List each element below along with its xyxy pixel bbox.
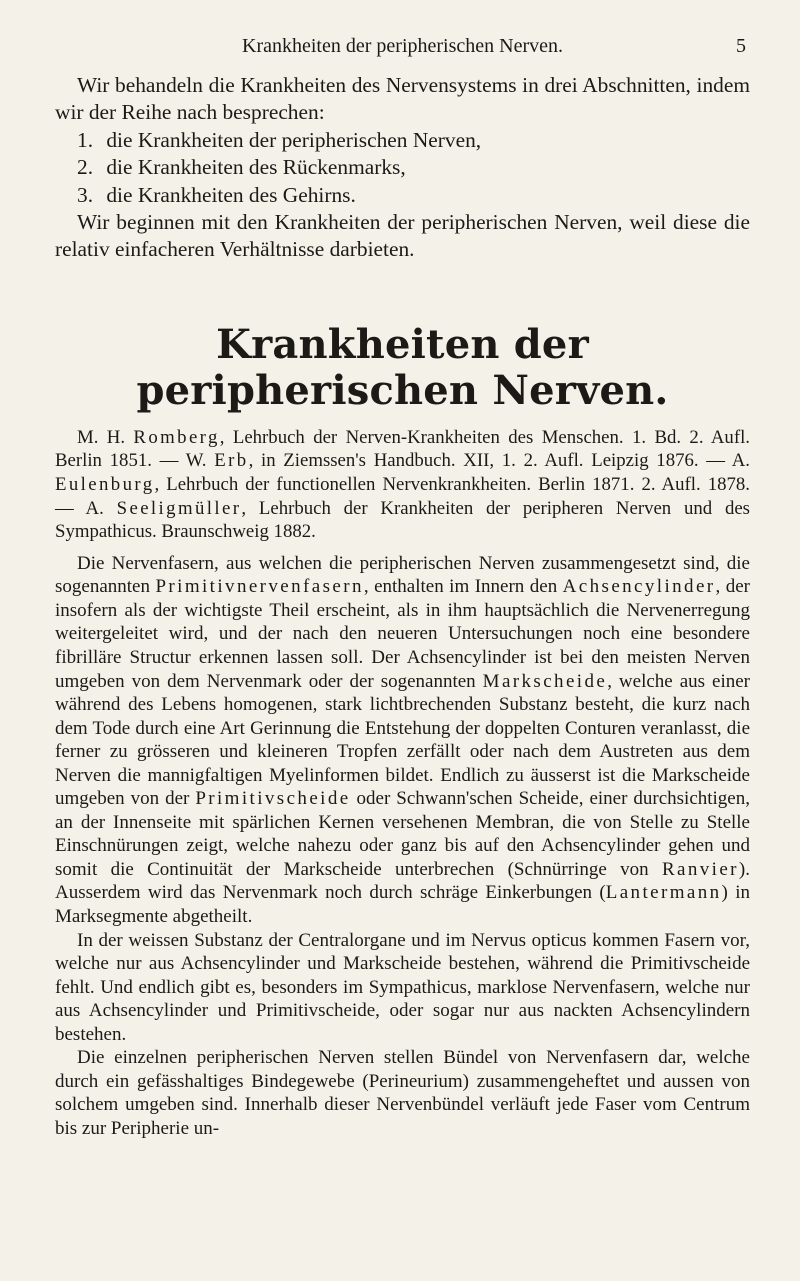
paragraph: Die einzelnen peripherischen Nerven stellen Bündel von Nervenfasern dar, welche durch ein gefässhaltiges Bindegewebe (Perineurium) zusammengeheftet und aussen von solchem umgeben sind. Innerhalb dieser Nervenbündel verläuft jede Faser vom Centrum bis zur Peripherie un-	[55, 1047, 750, 1139]
intro-closing: Wir beginnen mit den Krankheiten der peripherischen Nerven, weil diese die relativ einfacheren Verhältnisse darbieten.	[55, 210, 750, 262]
list-item	[77, 154, 750, 181]
list-number: 1.	[77, 127, 94, 152]
list-number: 3.	[77, 182, 94, 207]
list-number: 2.	[77, 155, 94, 180]
section-list	[55, 127, 750, 209]
list-item	[77, 182, 750, 209]
running-header	[55, 34, 750, 58]
emphasized-term: Markscheide	[482, 670, 608, 692]
intro-section	[55, 72, 750, 264]
list-text: die Krankheiten der peripherischen Nerven,	[106, 127, 482, 152]
literature-references: M. H. Romberg, Lehrbuch der Nerven-Krankheiten des Menschen. 1. Bd. 2. Aufl. Berlin 1851. — W. Erb, in Ziemssen's Handbuch. XII, 1. 2. Aufl. Leipzig 1876. — A. Eulenburg, Lehrbuch der functionellen Nervenkrankheiten. Berlin 1871. 2. Aufl. 1878. — A. Seeligmüller, Lehrbuch der Krankheiten der peripheren Nerven und des Sympathicus. Braunschweig 1882.	[55, 426, 751, 543]
page-number: 5	[736, 35, 746, 57]
emphasized-term: Ranvier	[661, 858, 739, 880]
emphasized-term: Primitivscheide	[195, 788, 351, 810]
running-title: Krankheiten der peripherischen Nerven.	[242, 35, 563, 57]
emphasized-term: Primitivnervenfasern	[155, 576, 364, 598]
author-name: Romberg	[133, 426, 220, 448]
author-name: Erb	[214, 450, 249, 472]
author-name: Eulenburg	[55, 474, 155, 496]
list-item	[77, 127, 750, 154]
emphasized-term: Lantermann	[605, 882, 722, 904]
paragraph: Die Nervenfasern, aus welchen die peripherischen Nerven zusammengesetzt sind, die sogenannten Primitivnervenfasern, enthalten im Innern den Achsencylinder, der insofern als der wichtigste Theil erscheint, als in ihm hauptsächlich die Nervenerregung weitergeleitet wird, und der nach den neueren Untersuchungen noch eine besondere fibrilläre Structur erkennen lassen soll. Der Achsencylinder ist bei den meisten Nerven umgeben von dem Nervenmark oder der sogenannten Markscheide, welche aus einer während des Lebens homogenen, stark lichtbrechenden Substanz besteht, die kurz nach dem Tode durch eine Art Gerinnung die Entstehung der doppelten Conturen veranlasst, die ferner zu grösseren und kleineren Tropfen zerfällt oder nach dem Austreten aus dem Nerven die mannigfaltigen Myelinformen bildet. Endlich zu äusserst ist die Markscheide umgeben von der Primitivscheide oder Schwann'schen Scheide, einer durchsichtigen, an der Innenseite mit spärlichen Kernen versehenen Membran, die von Stelle zu Stelle Einschnürungen zeigt, welche nahezu oder ganz bis auf den Achsencylinder gehen und somit die Continuität der Markscheide unterbrechen (Schnürringe von Ranvier). Ausserdem wird das Nervenmark noch durch schräge Einkerbungen (Lantermann) in Marksegmente abgetheilt.	[55, 552, 750, 928]
body-text	[55, 552, 750, 1141]
emphasized-term: Achsencylinder	[562, 576, 716, 598]
intro-lead: Wir behandeln die Krankheiten des Nervensystems in drei Abschnitten, indem wir der Reihe nach besprechen:	[55, 73, 750, 125]
list-text: die Krankheiten des Rückenmarks,	[106, 155, 406, 180]
author-name: Seeligmüller	[116, 497, 242, 519]
paragraph: In der weissen Substanz der Centralorgane und im Nervus opticus kommen Fasern vor, welche nur aus Achsencylinder und Markscheide bestehen, während die Primitivscheide fehlt. Und endlich gibt es, besonders im Sympathicus, marklose Nervenfasern, welche nur aus Achsencylinder und Primitivscheide, oder sogar nur aus nackten Achsencylindern bestehen.	[55, 929, 750, 1045]
chapter-title: Krankheiten der peripherischen Nerven.	[136, 320, 669, 414]
list-text: die Krankheiten des Gehirns.	[106, 182, 356, 207]
